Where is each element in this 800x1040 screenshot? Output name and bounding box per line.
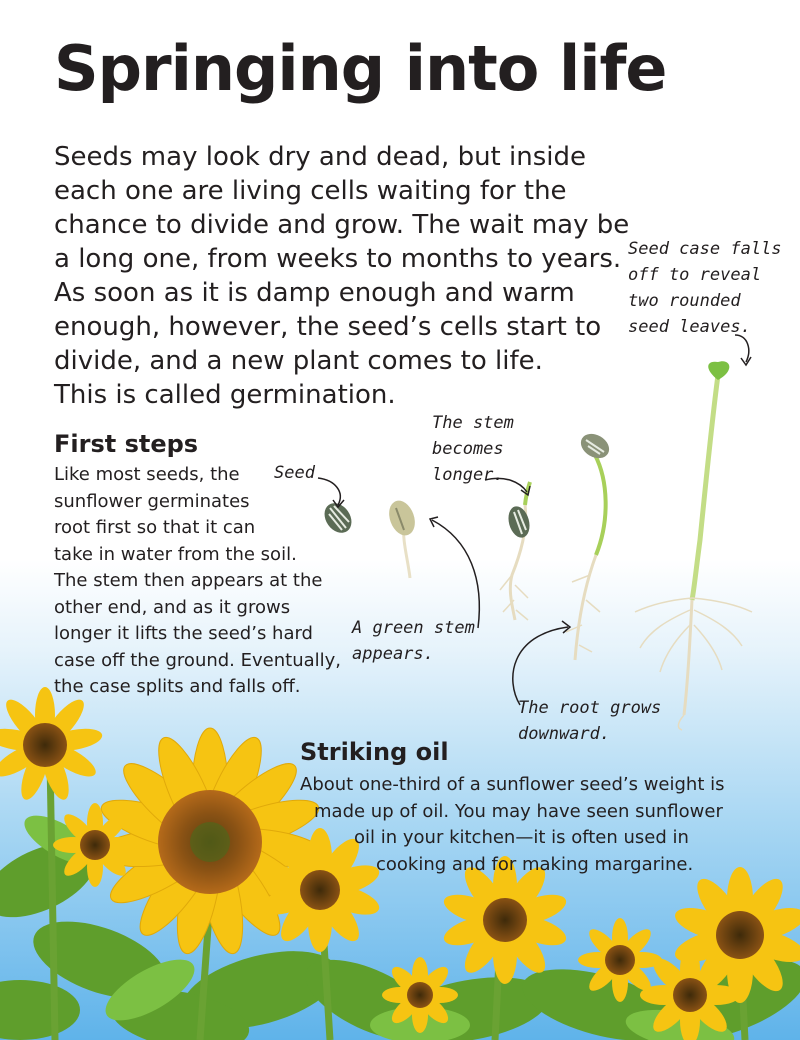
body-line: take in water from the soil. bbox=[54, 543, 297, 565]
sunflower-bottom-left bbox=[382, 957, 458, 1033]
intro-line: This is called germination. bbox=[54, 380, 396, 410]
label-line: The stem bbox=[432, 413, 514, 433]
body-line: other end, and as it grows bbox=[54, 596, 291, 618]
sunflower-small-left bbox=[0, 687, 104, 803]
intro-line: enough, however, the seed’s cells start to bbox=[54, 312, 602, 342]
label-line: Seed bbox=[274, 463, 315, 483]
sunflower-small-left2 bbox=[53, 803, 137, 887]
label-seed bbox=[274, 460, 315, 486]
seed-stage-3 bbox=[500, 482, 533, 620]
label-line: seed leaves. bbox=[628, 317, 751, 337]
body-line: The stem then appears at the bbox=[54, 570, 323, 591]
intro-paragraph bbox=[54, 140, 630, 412]
label-seed-case bbox=[628, 236, 782, 340]
intro-line: each one are living cells waiting for the bbox=[54, 176, 567, 206]
intro-line: a long one, from weeks to months to years. bbox=[54, 244, 622, 274]
body-line: the case splits and falls off. bbox=[54, 676, 301, 697]
seed-stage-4 bbox=[566, 429, 613, 660]
label-line: becomes bbox=[432, 439, 504, 459]
seed-stage-5 bbox=[635, 361, 752, 730]
body-line: made up of oil. You may have seen sunflower bbox=[314, 800, 723, 822]
label-stem-longer bbox=[432, 410, 514, 488]
page-title: Springing into life bbox=[54, 32, 667, 105]
body-line: case off the ground. Eventually, bbox=[54, 649, 342, 671]
label-line: appears. bbox=[352, 644, 434, 664]
label-line: A green stem bbox=[352, 618, 475, 638]
label-line: two rounded bbox=[628, 291, 741, 311]
body-line: cooking and for making margarine. bbox=[376, 853, 694, 875]
body-line: oil in your kitchen—it is often used in bbox=[354, 827, 689, 848]
body-line: About one-third of a sunflower seed’s weight is bbox=[300, 774, 725, 795]
label-root-grows bbox=[518, 695, 661, 747]
body-line: Like most seeds, the bbox=[54, 464, 240, 485]
intro-line: Seeds may look dry and dead, but inside bbox=[54, 142, 586, 172]
body-line: sunflower germinates bbox=[54, 490, 250, 512]
label-line: The root grows bbox=[518, 698, 662, 718]
first-steps-heading: First steps bbox=[54, 430, 199, 458]
striking-oil-heading: Striking oil bbox=[300, 738, 449, 766]
germination-stages bbox=[319, 361, 752, 730]
intro-line: As soon as it is damp enough and warm bbox=[54, 278, 575, 308]
intro-line: divide, and a new plant comes to life. bbox=[54, 346, 543, 376]
body-line: longer it lifts the seed’s hard bbox=[54, 623, 313, 644]
label-line: downward. bbox=[518, 724, 611, 744]
arrow-green-stem bbox=[432, 520, 479, 628]
label-line: longer. bbox=[432, 465, 504, 485]
label-line: off to reveal bbox=[628, 265, 762, 285]
label-green-stem bbox=[352, 615, 475, 667]
arrow-root-grows bbox=[513, 627, 568, 705]
first-steps-body bbox=[54, 462, 341, 701]
intro-line: chance to divide and grow. The wait may be bbox=[54, 210, 630, 240]
striking-oil-body bbox=[300, 772, 770, 878]
label-line: Seed case falls bbox=[628, 239, 782, 259]
body-line: root first so that it can bbox=[54, 517, 256, 538]
seed-stage-2 bbox=[385, 497, 420, 578]
